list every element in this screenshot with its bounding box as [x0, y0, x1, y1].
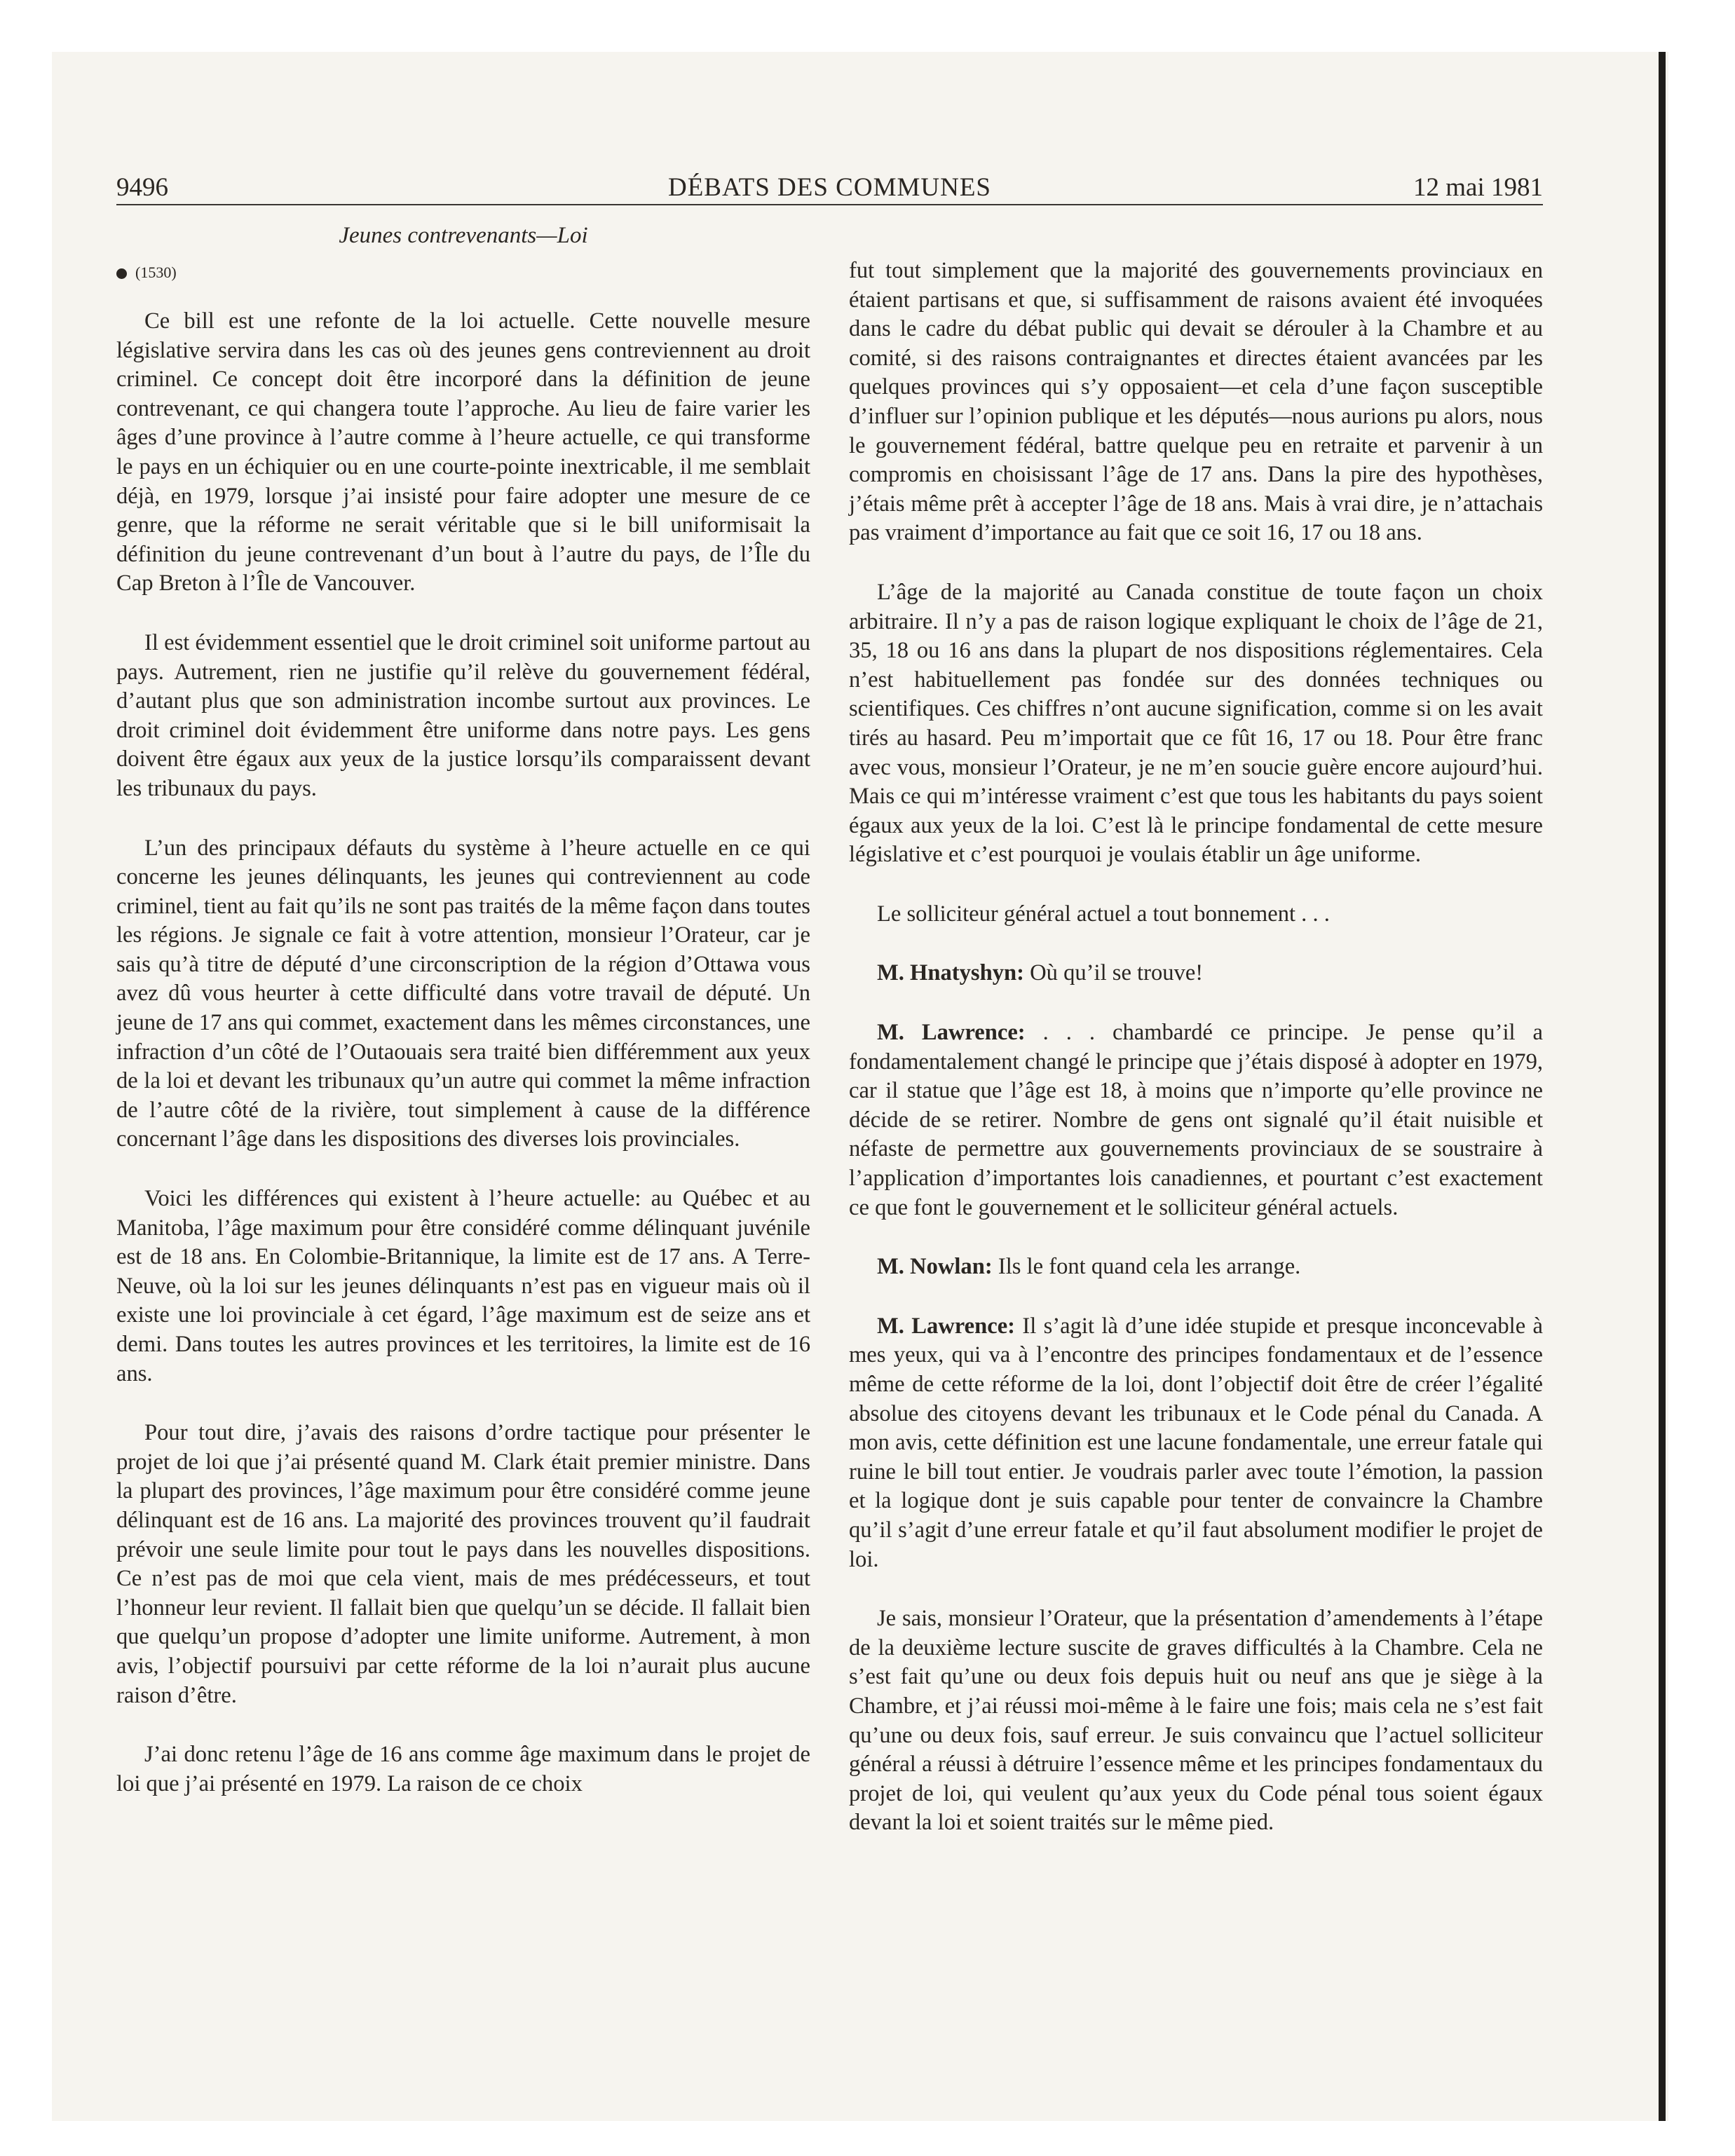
paragraph: [849, 1604, 1543, 1838]
paragraph-text: fut tout simplement que la majorité des gouvernements provinciaux en étaient partisans et que, si suffisamment de raisons avaient été invoquées dans le cadre du débat public qui devait se dérouler à la Chambre et au comité, si des raisons contraignantes et directes étaient avancées par les quelques provinces qui s’y opposaient—et cela d’une façon susceptible d’influer sur l’opinion publique et les députés—nous aurions pu alors, nous le gouvernement fédéral, battre quelque peu en retraite et parvenir à un compromis en choisissant l’âge de 17 ans. Dans la pire des hypothèses, j’étais même prêt à accepter l’âge de 18 ans. Mais à vrai dire, je n’attachais pas vraiment d’importance au fait que ce soit 16, 17 ou 18 ans.: [849, 258, 1543, 546]
paragraph-text: Je sais, monsieur l’Orateur, que la présentation d’amendements à l’étape de la deuxième lecture suscite de graves difficultés à la Chambre. Cela ne s’est fait qu’une ou deux fois depuis huit ou neuf ans que je siège à la Chambre, et j’ai réussi moi-même à le faire une fois; mais cela ne s’est fait qu’une ou deux fois, sauf erreur. Je suis convaincu que l’actuel solliciteur général a réussi à détruire l’essence même et les principes fondamentaux du projet de loi, qui veulent qu’aux yeux du Code pénal tous soient égaux devant la loi et soient traités sur le même pied.: [849, 1606, 1543, 1836]
speech-text: . . . chambardé ce principe. Je pense qu’il a fondamentalement changé le principe que j’étais disposé à adopter en 1979, car il statue que l’âge est 18, à moins que n’importe qu’elle province ne décide de se retirer. Nombre de gens ont signalé qu’il était nuisible et néfaste de permettre aux gouvernements provinciaux de se soustraire à l’application d’importantes lois canadiennes, et pourtant c’est exactement ce que font le gouvernement et le solliciteur général actuels.: [849, 1020, 1543, 1220]
speech: [849, 1312, 1543, 1574]
paragraph: [849, 257, 1543, 548]
speech: [849, 1018, 1543, 1222]
running-subject: Jeunes contrevenants—Loi: [339, 223, 588, 248]
paragraph: Voici les différences qui existent à l’heure actuelle: au Québec et au Manitoba, l’âge maximum pour être considéré comme délinquant juvénile est de 18 ans. En Colombie-Britannique, la limite est de 17 ans. A Terre-Neuve, où la loi sur les jeunes délinquants n’est pas en vigueur mais où il existe une loi provinciale à cet égard, l’âge maximum est de seize ans et demi. Dans toutes les autres provinces et les territoires, la limite est de 16 ans.: [116, 1186, 810, 1386]
speaker-name: M. Lawrence:: [877, 1313, 1016, 1339]
paragraph-text: L’âge de la majorité au Canada constitue de toute façon un choix arbitraire. Il n’y a pas de raison logique expliquant le choix de l’âge de 21, 35, 18 ou 16 ans dans la plupart de nos dispositions réglementaires. Cela n’est habituellement pas fondée sur des données techniques ou scientifiques. Ces chiffres n’ont aucune signification, comme si on les avait tirés au hasard. Peu m’importait que ce fût 16, 17 ou 18. Pour être franc avec vous, monsieur l’Orateur, je ne m’en soucie guère encore aujourd’hui. Mais ce qui m’intéresse vraiment c’est que tous les habitants du pays soient égaux aux yeux de la loi. C’est là le principe fondamental de cette mesure législative et c’est pourquoi je voulais établir un âge uniforme.: [849, 579, 1543, 868]
page-header: [116, 172, 1543, 207]
speech: [849, 1253, 1543, 1282]
paragraph: [849, 900, 1543, 929]
speaker-name: M. Hnatyshyn:: [877, 960, 1024, 986]
speaker-name: M. Lawrence:: [877, 1020, 1026, 1046]
bullet-icon: [116, 268, 127, 279]
speaker-name: M. Nowlan:: [877, 1254, 993, 1280]
right-column: [849, 257, 1543, 1868]
speech-text: Où qu’il se trouve!: [1030, 960, 1204, 986]
publication-date: 12 mai 1981: [1413, 173, 1543, 202]
speech: [849, 959, 1543, 988]
speech-text: Il s’agit là d’une idée stupide et presque inconcevable à mes yeux, qui va à l’encontre des principes fondamentaux et de l’essence même de cette réforme de la loi, dont l’objectif doit être de créer l’égalité absolue des citoyens devant les tribunaux et le Code pénal du Canada. A mon avis, cette définition est une lacune fondamentale, une erreur fatale qui ruine le bill tout entier. Je voudrais parler avec toute l’émotion, la passion et la logique dont je suis capable pour tenter de convaincre la Chambre qu’il s’agit d’une erreur fatale et qu’il faut absolument modifier le projet de loi.: [849, 1313, 1543, 1572]
left-column: [116, 307, 810, 1829]
paragraph: L’un des principaux défauts du système à l’heure actuelle en ce qui concerne les jeunes délinquants, les jeunes qui contreviennent au code criminel, tient au fait qu’ils ne sont pas traités de la même façon dans toutes les régions. Je signale ce fait à votre attention, monsieur l’Orateur, car je sais qu’à titre de député d’une circonscription de la région d’Ottawa vous avez dû vous heurter à cette difficulté dans votre travail de député. Un jeune de 17 ans qui commet, exactement dans les mêmes circonstances, une infraction d’un côté de l’Outaouais sera traité bien différemment aux yeux de la loi et devant les tribunaux qu’un autre qui commet la même infraction de l’autre côté de la rivière, tout simplement à cause de la différence concernant l’âge dans les dispositions des diverses lois provinciales.: [116, 835, 810, 1152]
speech-text: Ils le font quand cela les arrange.: [998, 1254, 1301, 1280]
time-marker-label: (1530): [135, 264, 177, 281]
publication-title: DÉBATS DES COMMUNES: [667, 173, 991, 202]
page-edge-shadow: [1659, 52, 1666, 2121]
paragraph-text: Le solliciteur général actuel a tout bonnement . . .: [877, 901, 1330, 927]
paragraph: J’ai donc retenu l’âge de 16 ans comme âge maximum dans le projet de loi que j’ai présenté en 1979. La raison de ce choix: [116, 1742, 810, 1796]
paragraph: Ce bill est une refonte de la loi actuelle. Cette nouvelle mesure législative servira dans les cas où des jeunes gens contreviennent au droit criminel. Ce concept doit être incorporé dans la définition de jeune contrevenant, ce qui changera toute l’approche. Au lieu de faire varier les âges d’une province à l’autre comme à l’heure actuelle, ce qui transforme le pays en un échiquier ou en une courte-pointe inextricable, il me semblait déjà, en 1979, lorsque j’ai insisté pour faire adopter une mesure de ce genre, que la réforme ne serait véritable que si le bill uniformisait la définition du jeune contrevenant d’un bout à l’autre du pays, de l’Île du Cap Breton à l’Île de Vancouver.: [116, 308, 810, 596]
paragraph: Pour tout dire, j’avais des raisons d’ordre tactique pour présenter le projet de loi que j’ai présenté quand M. Clark était premier ministre. Dans la plupart des provinces, l’âge maximum pour être considéré comme jeune délinquant est de 16 ans. La majorité des provinces trouvent qu’il faudrait prévoir une seule limite pour tout le pays dans les nouvelles dispositions. Ce n’est pas de moi que cela vient, mais de mes prédécesseurs, et tout l’honneur leur revient. Il fallait bien que quelqu’un se décide. Il fallait bien que quelqu’un propose d’adopter une limite uniforme. Autrement, à mon avis, l’objectif poursuivi par cette réforme de la loi n’aurait plus aucune raison d’être.: [116, 1420, 810, 1708]
header-rule: [116, 204, 1543, 205]
page-number: 9496: [116, 173, 168, 202]
paragraph: [849, 578, 1543, 870]
time-marker: [116, 264, 177, 285]
paragraph: Il est évidemment essentiel que le droit criminel soit uniforme partout au pays. Autrement, rien ne justifie qu’il relève du gouvernement fédéral, d’autant plus que son administration incombe surtout aux provinces. Le droit criminel doit évidemment être uniforme dans notre pays. Les gens doivent être égaux aux yeux de la justice lorsqu’ils comparaissent devant les tribunaux du pays.: [116, 629, 810, 801]
